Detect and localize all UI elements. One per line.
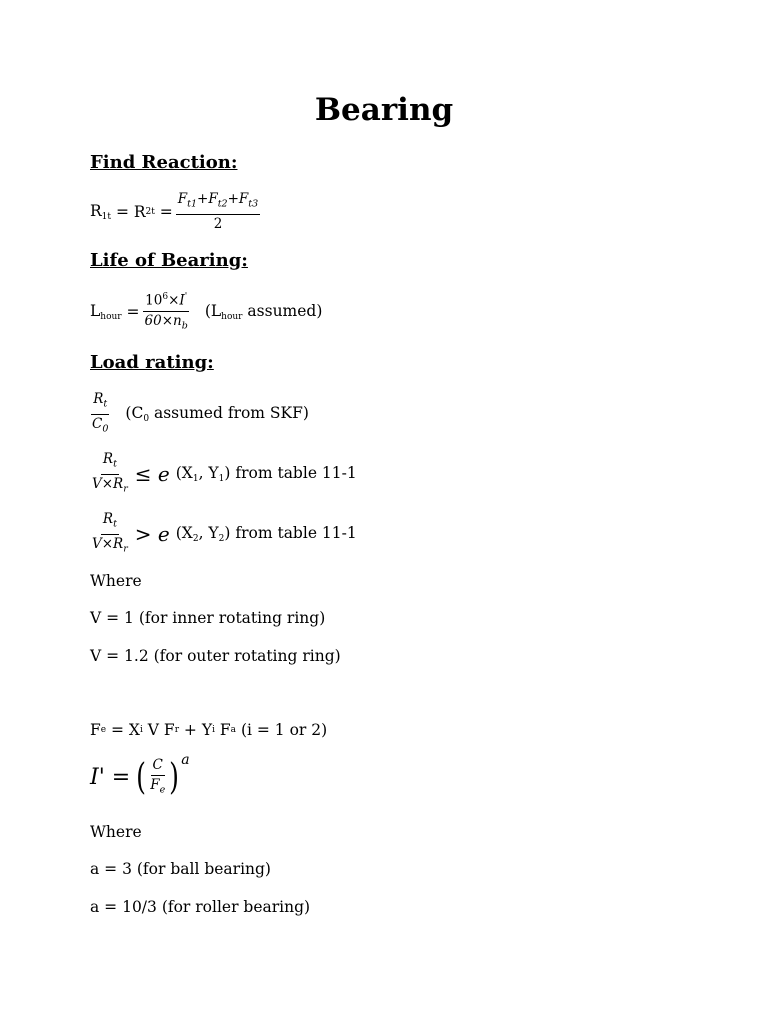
load-row-1-note: (C0 assumed from SKF) [125,404,309,425]
where-label-1: Where [90,572,142,590]
load-row-3-fraction: $\frac{R_t}{V\times R_r}$ [92,511,128,555]
equivalent-load-equation: F e = X i V F r + Y i F a (i = 1 or 2) [90,721,328,739]
life-denominator: $60\times n_b$ [144,312,188,332]
v-inner-ring: V = 1 (for inner rotating ring) [90,609,326,627]
reaction-equation [90,192,263,232]
reaction-r2-sub: 2t [145,206,155,217]
i-prime-exponent: a [181,751,190,768]
load-row-3-relation: > e [134,522,170,547]
load-row-2 [90,452,357,496]
page-title: Bearing [314,92,454,128]
life-eq: = [121,302,140,321]
life-fraction [143,290,190,333]
reaction-fraction [176,192,260,232]
a-roller-bearing: a = 10/3 (for roller bearing) [90,898,311,916]
reaction-denominator: 2 [213,215,223,232]
heading-load-rating: Load rating: [90,352,214,373]
load-row-2-note: (X1, Y1) from table 11-1 [175,464,357,485]
reaction-eq2: = [154,202,173,221]
load-row-2-fraction: $\frac{R_t}{V\times R_r}$ [92,451,128,495]
load-row-3 [90,512,357,556]
i-prime-lhs: I' = [90,765,131,791]
life-note: (Lhour assumed) [204,301,323,322]
right-paren: ) [169,756,180,798]
load-row-1 [90,392,309,436]
i-prime-fraction: $\frac{C}{F_e}$ [150,757,166,796]
load-row-3-note: (X2, Y2) from table 11-1 [175,524,357,545]
load-row-1-fraction: $\frac{R_t}{C_0}$ [92,391,109,435]
reaction-eq1: = R [111,202,146,221]
life-lhs: Lhour [90,301,122,322]
load-row-2-relation: ≤ e [134,462,170,487]
left-paren: ( [136,756,147,798]
heading-find-reaction: Find Reaction: [90,152,238,173]
heading-life-of-bearing: Life of Bearing: [90,250,248,271]
a-ball-bearing: a = 3 (for ball bearing) [90,860,271,878]
where-label-2: Where [90,823,142,841]
reaction-numerator: $F_{t1}+F_{t2}+F_{t3}$ [176,192,260,215]
life-equation [90,290,322,333]
v-outer-ring: V = 1.2 (for outer rotating ring) [90,647,341,665]
life-exponent-equation [90,751,190,798]
life-numerator: $10^6\times I'$ [143,290,189,312]
reaction-r1: R1t [90,201,112,222]
